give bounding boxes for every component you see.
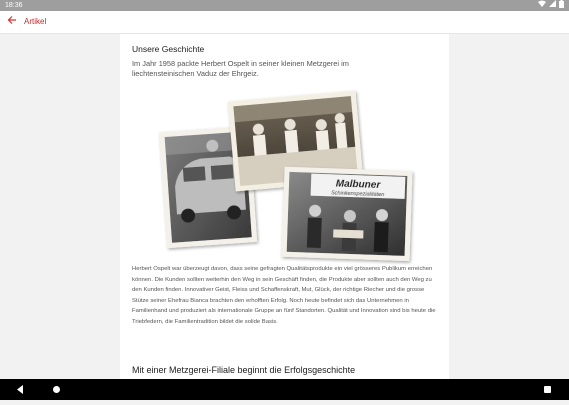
article-body: Herbert Ospelt war überzeugt davon, dass seine gefragten Qualitätsprodukte ein viel grösseres Publikum erreichen können. Die Kunden sollten weiterhin den Weg in sein Geschäft finden, die Produkte aber sollten auch den Weg zu den Kunden finden. Innovativer Geist, Fleiss und Schaffenskraft, Mut, Glück, der richtige Riecher und die grosse Stütze seiner Ehefrau Bianca brachten den erhofften Erfolg. Noch heute befindet sich das Unternehmen in Familienhand und produziert als internationale Gruppe an fünf Standorten. Qualität und Innovation sind bis heute die Triebfedern, die Familientradition bildet die solide Basis. — [132, 266, 436, 325]
signal-icon — [549, 0, 556, 11]
wifi-icon — [538, 0, 546, 11]
article-heading: Unsere Geschichte — [132, 44, 205, 54]
app-bar-title: Artikel — [24, 17, 47, 26]
photo-sign-text: Malbuner — [335, 178, 381, 192]
article-lead: Im Jahr 1958 packte Herbert Ospelt in seiner kleinen Metzgerei im liechtensteinischen Vaduz der Ehrgeiz. — [132, 59, 349, 78]
battery-icon — [559, 0, 564, 12]
square-recents-icon[interactable] — [537, 379, 558, 400]
next-section-heading: Mit einer Metzgerei-Filiale beginnt die Erfolgsgeschichte — [132, 365, 356, 375]
arrow-left-icon[interactable] — [5, 14, 19, 28]
status-bar — [0, 0, 569, 11]
photo-trade-fair-stand — [281, 167, 412, 261]
status-icons — [538, 0, 564, 11]
photo-sign-subtext: Schinkenspezialitäten — [331, 190, 385, 199]
article-content[interactable] — [120, 34, 449, 379]
navigation-bar — [0, 379, 569, 400]
app-bar — [0, 11, 569, 34]
triangle-back-icon[interactable] — [10, 379, 31, 400]
circle-home-icon[interactable] — [46, 379, 67, 400]
status-time: 18:36 — [5, 2, 23, 9]
